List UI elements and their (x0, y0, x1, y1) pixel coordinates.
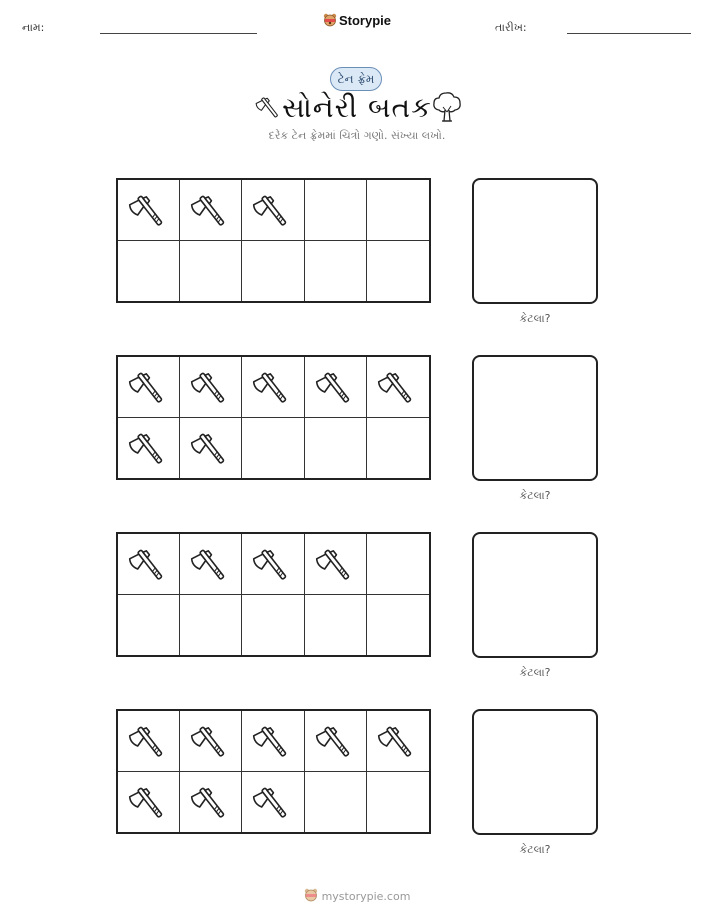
ten-frame (116, 709, 431, 834)
axe-icon (252, 780, 294, 824)
ten-frame-cell (367, 534, 429, 595)
answer-box[interactable] (472, 355, 598, 481)
bear-logo-icon (323, 13, 337, 27)
answer-box[interactable] (472, 532, 598, 658)
axe-icon (190, 365, 232, 409)
axe-icon (315, 542, 357, 586)
ten-frame-cell (305, 595, 367, 656)
axe-icon (190, 719, 232, 763)
axe-icon (252, 188, 294, 232)
axe-icon (252, 719, 294, 763)
how-many-label: કેટલા? (519, 666, 551, 679)
ten-frame-cell (242, 357, 304, 418)
worksheet-title: સોનેરી બતક (282, 91, 432, 124)
date-label: તારીખ: (495, 21, 527, 34)
axe-icon (128, 365, 170, 409)
ten-frame-cell (305, 357, 367, 418)
brand-logo (0, 13, 714, 28)
ten-frame-cell (305, 180, 367, 241)
ten-frame-cell (118, 711, 180, 772)
brand-name: Storypie (338, 13, 391, 28)
ten-frame-cell (367, 772, 429, 833)
ten-frame-cell (180, 180, 242, 241)
ten-frame-cell (118, 418, 180, 479)
axe-icon (128, 780, 170, 824)
ten-frame-cell (367, 418, 429, 479)
ten-frame-cell (305, 711, 367, 772)
ten-frame-cell (180, 595, 242, 656)
axe-icon (128, 719, 170, 763)
answer-box[interactable] (472, 178, 598, 304)
footer (0, 888, 714, 903)
ten-frame-cell (367, 180, 429, 241)
name-label: નામ: (22, 21, 45, 34)
ten-frame-cell (118, 595, 180, 656)
ten-frame-cell (180, 534, 242, 595)
ten-frame-cell (180, 772, 242, 833)
axe-icon (128, 542, 170, 586)
axe-icon (190, 542, 232, 586)
ten-frame-cell (367, 357, 429, 418)
bear-logo-icon (304, 888, 318, 902)
how-many-label: કેટલા? (519, 843, 551, 856)
footer-site: mystorypie.com (321, 890, 411, 903)
ten-frame (116, 532, 431, 657)
ten-frame-cell (242, 772, 304, 833)
name-line (100, 33, 257, 34)
how-many-label: કેટલા? (519, 489, 551, 502)
ten-frame-cell (180, 241, 242, 302)
axe-icon (315, 719, 357, 763)
ten-frame-cell (180, 711, 242, 772)
ten-frame-badge: ટેન ફ્રેમ (330, 67, 382, 91)
ten-frame-cell (305, 534, 367, 595)
axe-icon (190, 426, 232, 470)
axe-icon (128, 426, 170, 470)
ten-frame-cell (305, 241, 367, 302)
axe-icon (128, 188, 170, 232)
ten-frame-cell (242, 711, 304, 772)
instructions: દરેક ટેન ફ્રેમમાં ચિત્રો ગણો. સંખ્યા લખો. (268, 129, 446, 142)
answer-box[interactable] (472, 709, 598, 835)
ten-frame-cell (180, 418, 242, 479)
ten-frame-cell (180, 357, 242, 418)
axe-icon (252, 365, 294, 409)
axe-icon (190, 188, 232, 232)
date-line (567, 33, 691, 34)
ten-frame-cell (118, 357, 180, 418)
axe-icon (315, 365, 357, 409)
ten-frame-cell (118, 534, 180, 595)
ten-frame-cell (305, 772, 367, 833)
axe-icon (377, 719, 419, 763)
ten-frame-cell (242, 241, 304, 302)
ten-frame-cell (367, 711, 429, 772)
axe-icon (190, 780, 232, 824)
axe-icon (377, 365, 419, 409)
ten-frame-cell (242, 534, 304, 595)
how-many-label: કેટલા? (519, 312, 551, 325)
ten-frame-cell (305, 418, 367, 479)
ten-frame (116, 178, 431, 303)
ten-frame-cell (118, 772, 180, 833)
ten-frame-cell (242, 180, 304, 241)
tree-icon (430, 90, 464, 124)
ten-frame-cell (118, 180, 180, 241)
ten-frame-cell (242, 595, 304, 656)
ten-frame-cell (367, 241, 429, 302)
ten-frame-cell (118, 241, 180, 302)
ten-frame-cell (242, 418, 304, 479)
axe-icon (252, 542, 294, 586)
ten-frame-cell (367, 595, 429, 656)
ten-frame (116, 355, 431, 480)
